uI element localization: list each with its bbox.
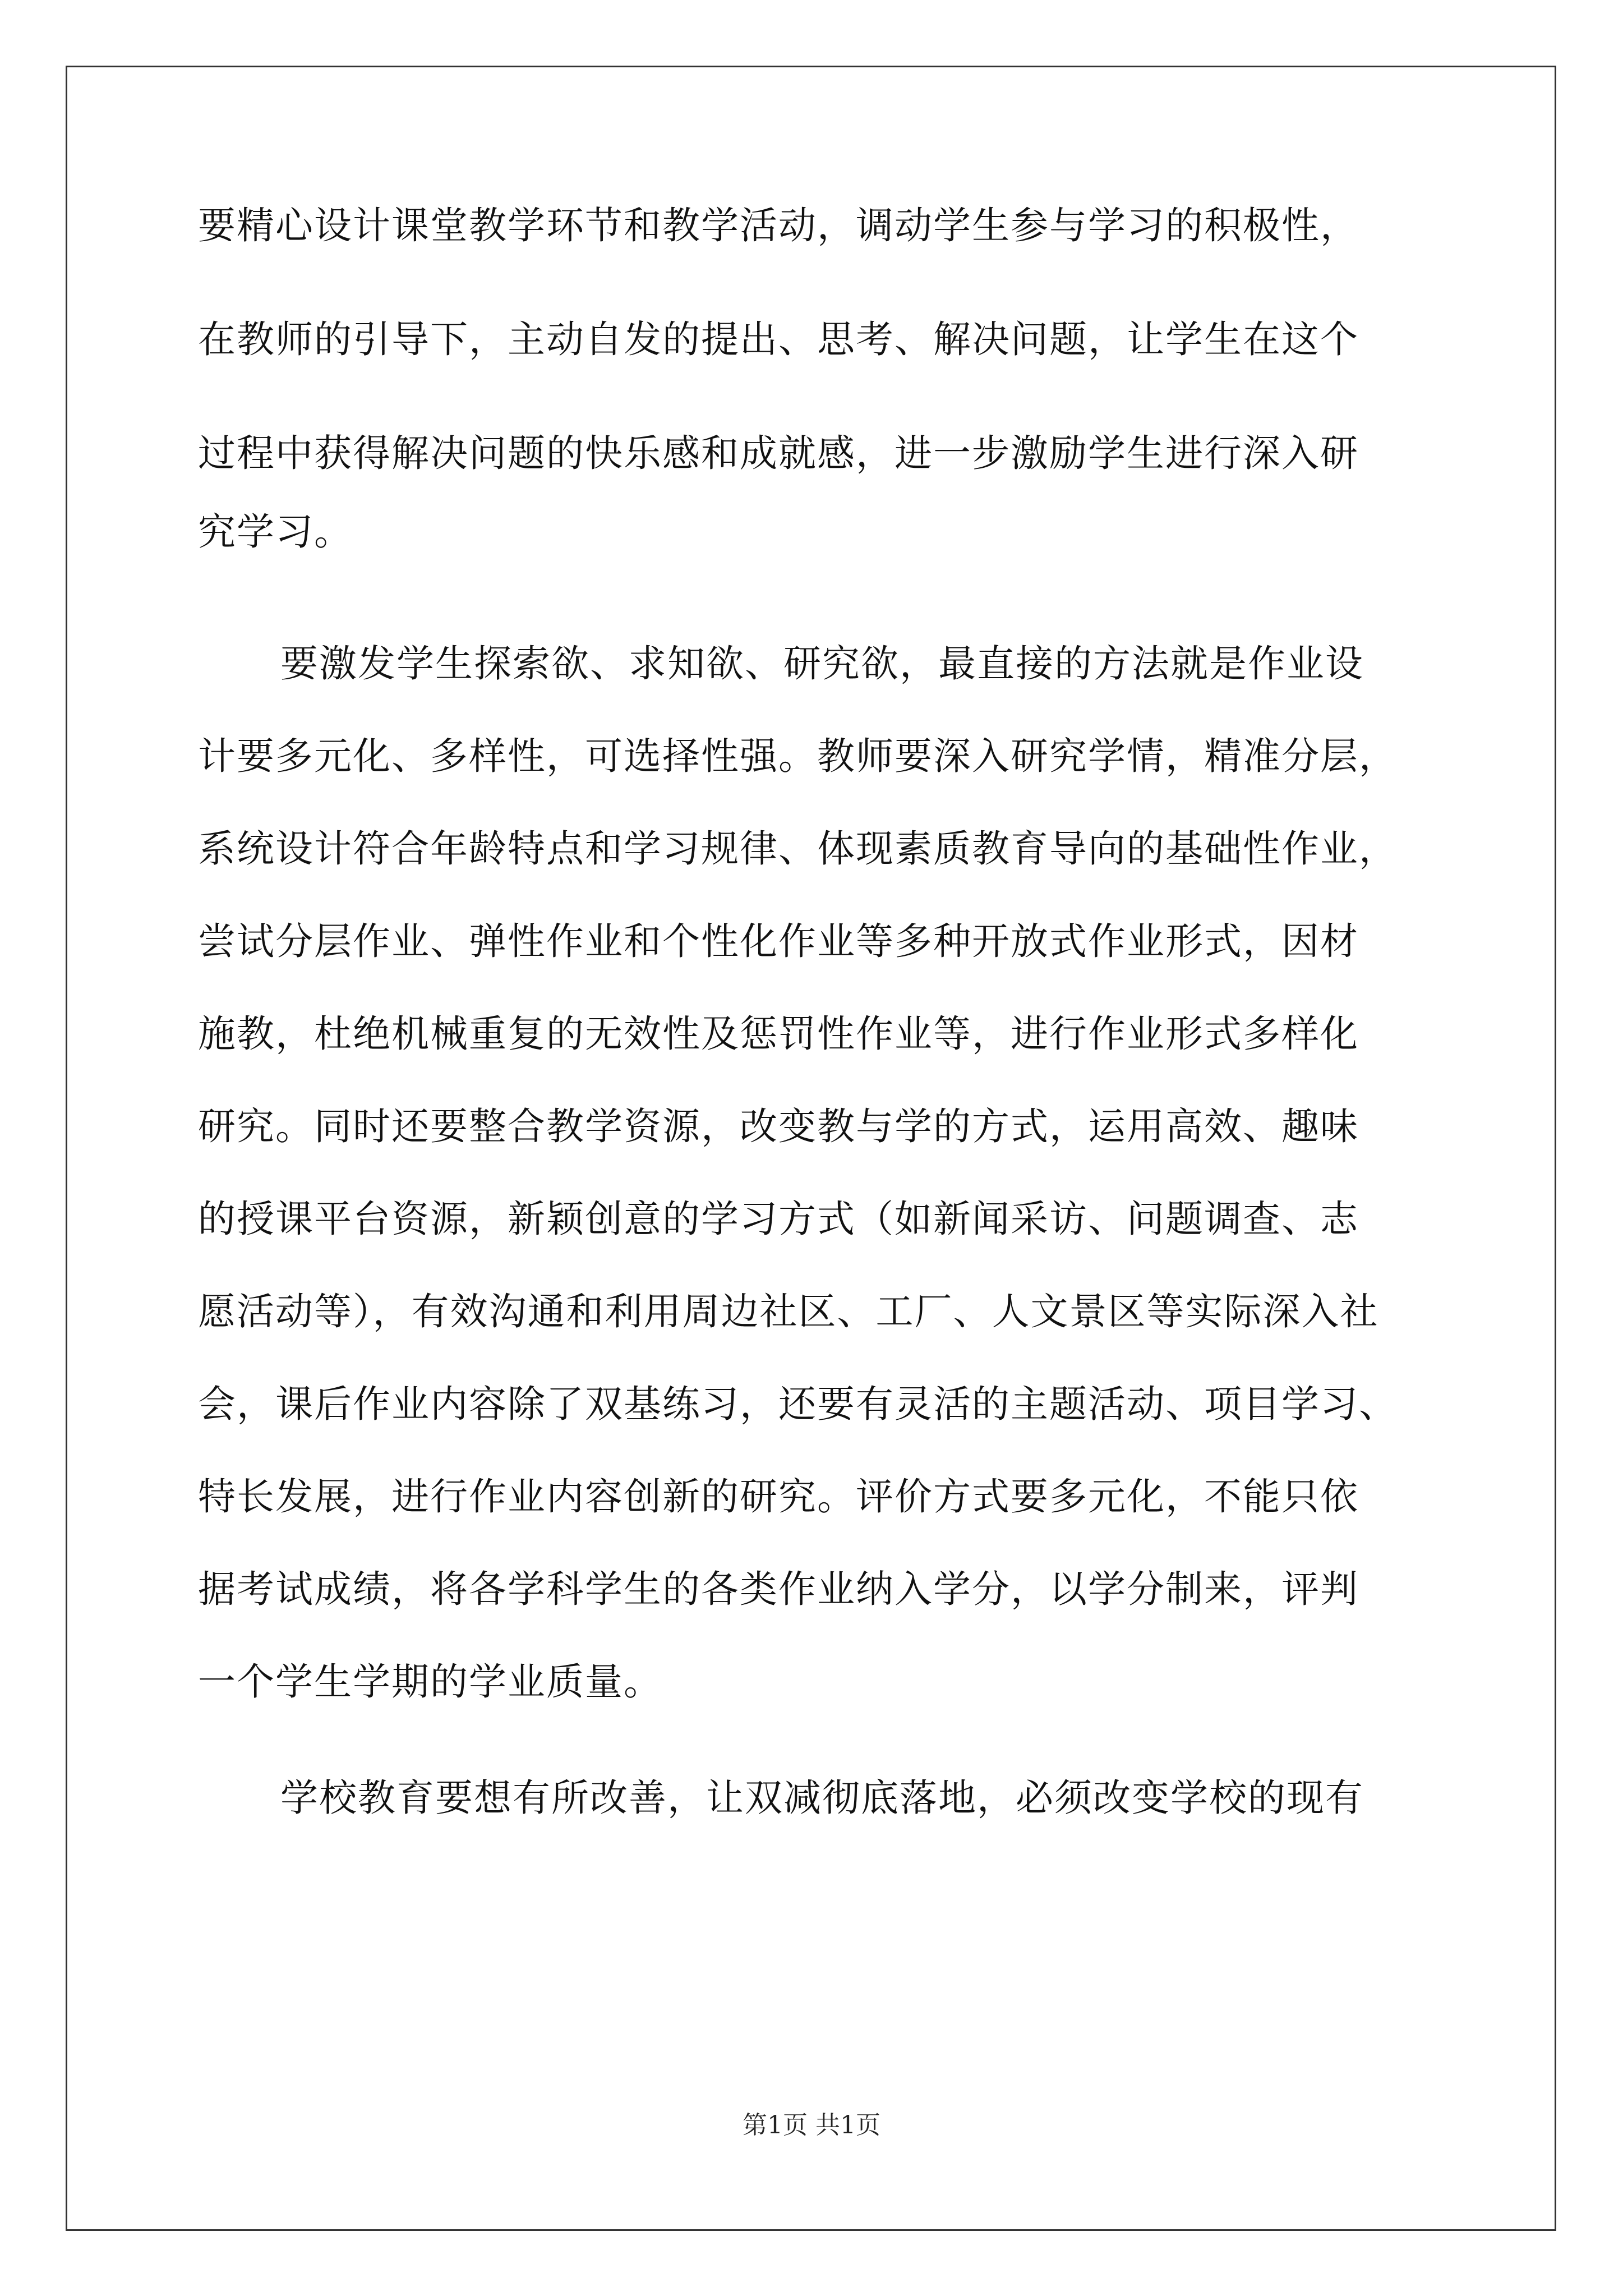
text-line: 的授课平台资源，新颖创意的学习方式（如新闻采访、问题调查、志 bbox=[198, 1197, 1359, 1241]
text-line: 计要多元化、多样性，可选择性强。教师要深入研究学情，精准分层， bbox=[198, 734, 1398, 778]
text-line: 系统设计符合年龄特点和学习规律、体现素质教育导向的基础性作业， bbox=[198, 827, 1398, 871]
text-line: 在教师的引导下，主动自发的提出、思考、解决问题，让学生在这个 bbox=[198, 318, 1359, 361]
text-line: 要激发学生探索欲、求知欲、研究欲，最直接的方法就是作业设 bbox=[280, 642, 1364, 685]
text-line: 要精心设计课堂教学环节和教学活动，调动学生参与学习的积极性， bbox=[198, 204, 1359, 247]
text-line: 特长发展，进行作业内容创新的研究。评价方式要多元化，不能只依 bbox=[198, 1475, 1359, 1519]
text-line: 研究。同时还要整合教学资源，改变教与学的方式，运用高效、趣味 bbox=[198, 1105, 1359, 1148]
text-line: 尝试分层作业、弹性作业和个性化作业等多种开放式作业形式，因材 bbox=[198, 919, 1359, 963]
text-line: 会，课后作业内容除了双基练习，还要有灵活的主题活动、项目学习、 bbox=[198, 1382, 1398, 1426]
text-line: 愿活动等），有效沟通和利用周边社区、工厂、人文景区等实际深入社 bbox=[198, 1290, 1379, 1333]
text-line: 据考试成绩，将各学科学生的各类作业纳入学分，以学分制来，评判 bbox=[198, 1567, 1359, 1611]
text-line: 施教，杜绝机械重复的无效性及惩罚性作业等，进行作业形式多样化 bbox=[198, 1012, 1359, 1056]
page-number: 第1页 共1页 bbox=[743, 2111, 880, 2139]
text-line: 过程中获得解决问题的快乐感和成就感，进一步激励学生进行深入研 bbox=[198, 431, 1359, 475]
text-line: 学校教育要想有所改善，让双减彻底落地，必须改变学校的现有 bbox=[280, 1776, 1364, 1820]
text-line: 一个学生学期的学业质量。 bbox=[198, 1660, 662, 1704]
text-line: 究学习。 bbox=[198, 510, 353, 554]
